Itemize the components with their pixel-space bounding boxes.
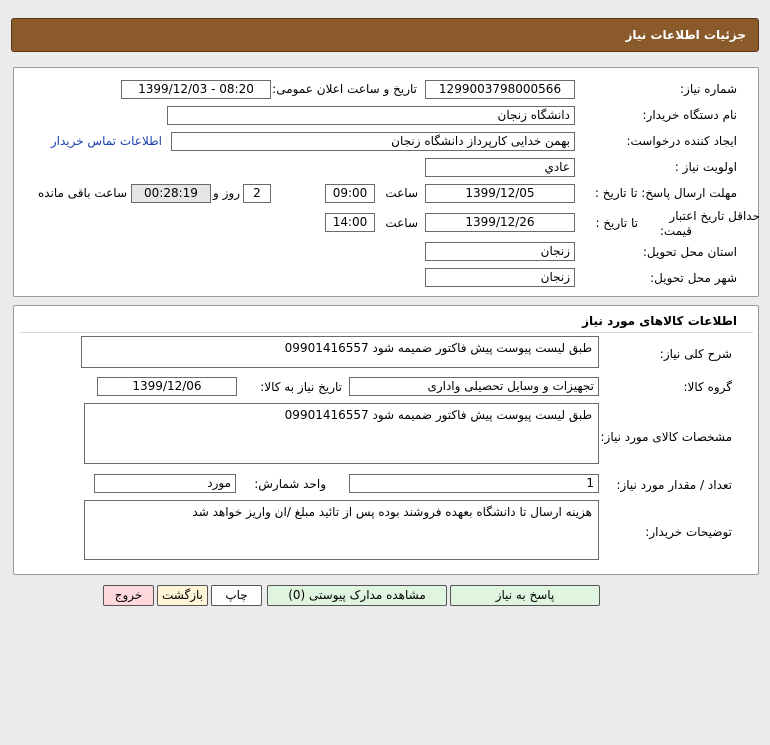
buyer-notes-field: هزینه ارسال تا دانشگاه بعهده فروشند بوده پس از تائید مبلغ /ان واریز خواهد شد: [84, 500, 599, 560]
unit-label: واحد شمارش:: [254, 477, 326, 491]
contact-buyer-link[interactable]: اطلاعات تماس خریدار: [50, 134, 162, 148]
deadline-time-label: ساعت: [385, 186, 418, 200]
city-label: شهر محل تحویل:: [650, 271, 737, 285]
page-title: جزئیات اطلاعات نیاز: [625, 28, 746, 42]
goods-section-title: اطلاعات کالاهای مورد نیاز: [582, 314, 737, 328]
qty-label: تعداد / مقدار مورد نیاز:: [616, 478, 732, 492]
goods-divider: [20, 332, 753, 333]
days-label: روز و: [213, 186, 240, 200]
remaining-label: ساعت باقی مانده: [37, 186, 127, 200]
province-label: استان محل تحویل:: [642, 245, 737, 259]
spec-label: مشخصات کالای مورد نیاز:: [600, 430, 732, 444]
city-field: زنجان: [425, 268, 575, 287]
page-header: [11, 18, 759, 52]
days-field: 2: [243, 184, 271, 203]
reply-button[interactable]: پاسخ به نیاز: [450, 585, 600, 606]
validity-label-2: قیمت:: [659, 224, 692, 238]
deadline-date-field: 1399/12/05: [425, 184, 575, 203]
validity-time-label: ساعت: [385, 216, 418, 230]
need-date-field: 1399/12/06: [97, 377, 237, 396]
group-field: تجهیزات و وسایل تحصیلی واداری: [349, 377, 599, 396]
summary-label: شرح کلی نیاز:: [659, 347, 732, 361]
validity-label-1: حداقل تاریخ اعتبار: [669, 209, 760, 223]
buyer-notes-label: توضیحات خریدار:: [645, 525, 732, 539]
buyer-org-label: نام دستگاه خریدار:: [642, 108, 737, 122]
back-button[interactable]: بازگشت: [157, 585, 208, 606]
creator-label: ایجاد کننده درخواست:: [626, 134, 737, 148]
unit-field: مورد: [94, 474, 236, 493]
priority-label: اولویت نیاز :: [674, 160, 737, 174]
province-field: زنجان: [425, 242, 575, 261]
validity-until-label: تا تاریخ :: [595, 216, 638, 230]
remaining-time-field: 00:28:19: [131, 184, 211, 203]
group-label: گروه کالا:: [683, 380, 732, 394]
details-panel: [13, 67, 759, 297]
exit-button[interactable]: خروج: [103, 585, 154, 606]
deadline-time-field: 09:00: [325, 184, 375, 203]
buyer-org-field: دانشگاه زنجان: [167, 106, 575, 125]
validity-time-field: 14:00: [325, 213, 375, 232]
deadline-label: مهلت ارسال پاسخ: تا تاریخ :: [594, 186, 737, 200]
qty-field: 1: [349, 474, 599, 493]
need-number-field: 1299003798000566: [425, 80, 575, 99]
priority-field: عادي: [425, 158, 575, 177]
spec-field: طبق لیست پیوست پیش فاکتور ضمیمه شود 09901416557: [84, 403, 599, 464]
validity-date-field: 1399/12/26: [425, 213, 575, 232]
announce-field: 1399/12/03 - 08:20: [121, 80, 271, 99]
print-button[interactable]: چاپ: [211, 585, 262, 606]
attachments-button[interactable]: مشاهده مدارک پیوستی (0): [267, 585, 447, 606]
announce-label: تاریخ و ساعت اعلان عمومی:: [272, 82, 417, 96]
creator-field: بهمن خدایی کارپرداز دانشگاه زنجان: [171, 132, 575, 151]
need-date-label: تاریخ نیاز به کالا:: [260, 380, 342, 394]
summary-field: طبق لیست پیوست پیش فاکتور ضمیمه شود 09901416557: [81, 336, 599, 368]
need-number-label: شماره نیاز:: [680, 82, 737, 96]
